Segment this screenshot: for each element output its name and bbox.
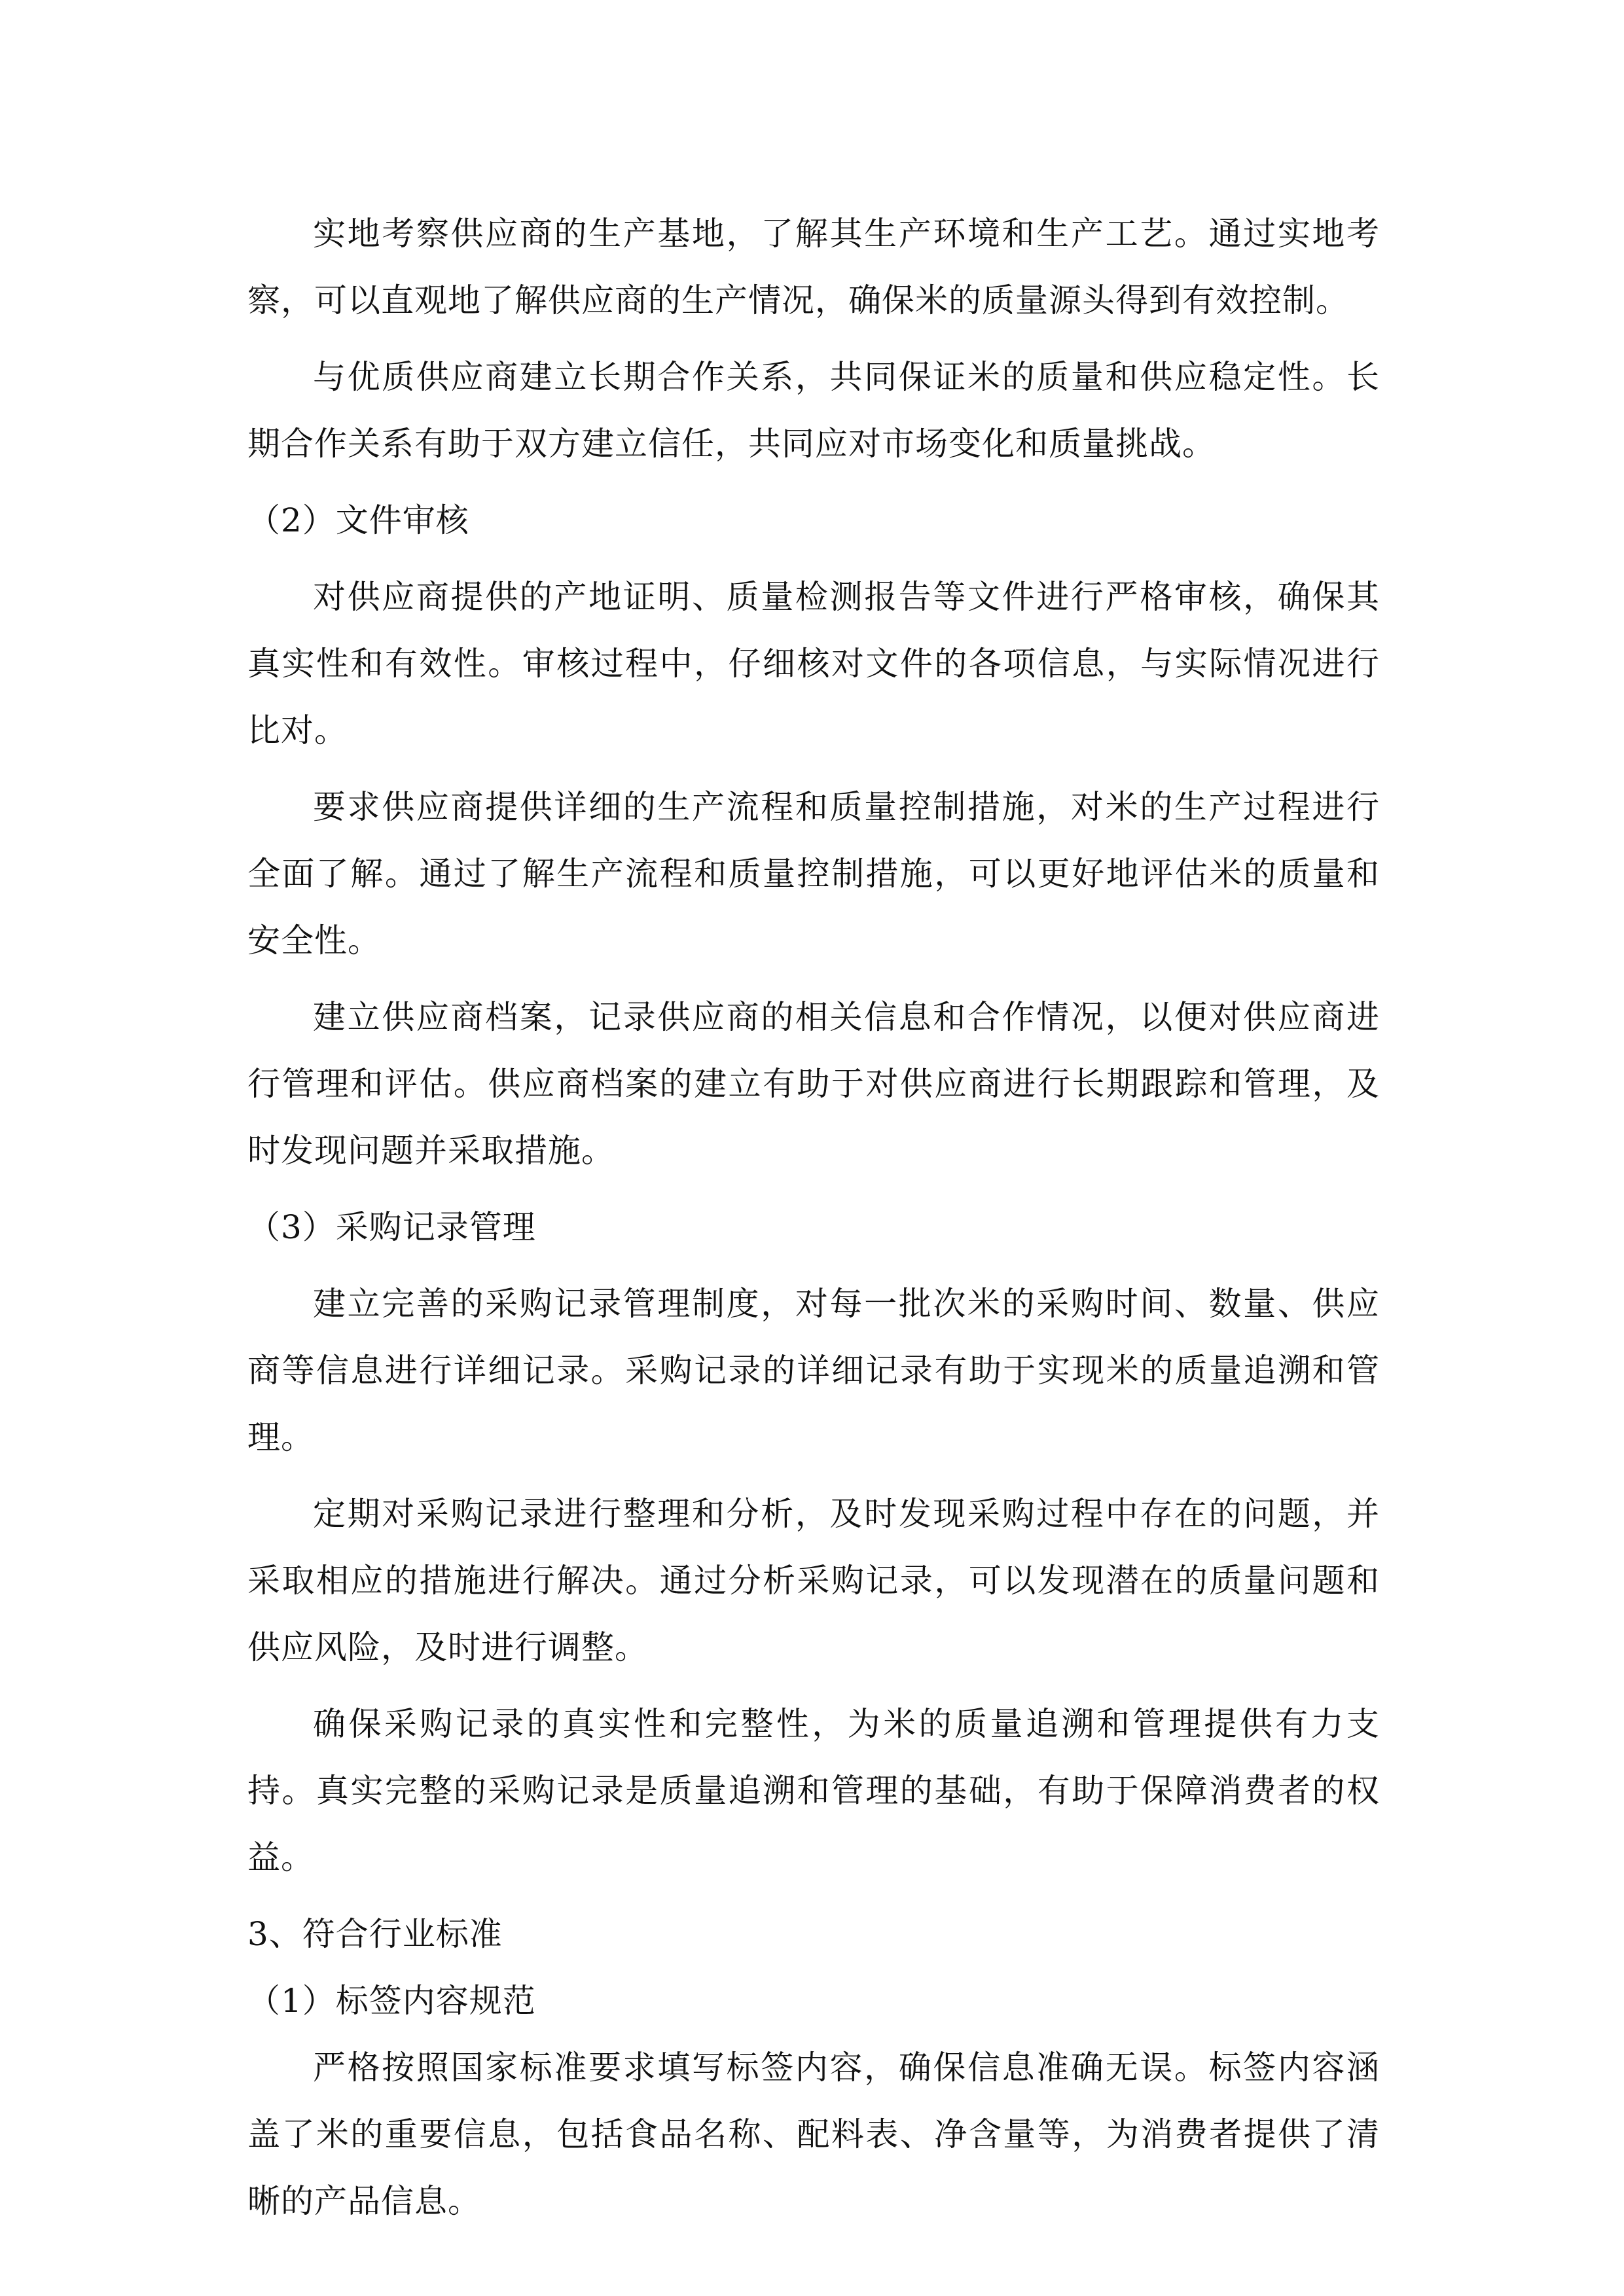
paragraph-document-audit: 对供应商提供的产地证明、质量检测报告等文件进行严格审核，确保其真实性和有效性。审核过程中，仔细核对文件的各项信息，与实际情况进行比对。 (247, 578, 1380, 749)
paragraph-record-analysis: 定期对采购记录进行整理和分析，及时发现采购过程中存在的问题，并采取相应的措施进行解决。通过分析采购记录，可以发现潜在的质量问题和供应风险，及时进行调整。 (247, 1495, 1380, 1666)
paragraph-label-standards: 严格按照国家标准要求填写标签内容，确保信息准确无误。标签内容涵盖了米的重要信息，包括食品名称、配料表、净含量等，为消费者提供了清晰的产品信息。 (247, 2049, 1380, 2220)
heading-document-review: （2）文件审核 (247, 501, 469, 539)
paragraph-production-process: 要求供应商提供详细的生产流程和质量控制措施，对米的生产过程进行全面了解。通过了解生产流程和质量控制措施，可以更好地评估米的质量和安全性。 (247, 788, 1380, 960)
document-body (247, 200, 1380, 2244)
heading-purchase-records: （3）采购记录管理 (247, 1208, 536, 1246)
paragraph-record-system: 建立完善的采购记录管理制度，对每一批次米的采购时间、数量、供应商等信息进行详细记录。采购记录的详细记录有助于实现米的质量追溯和管理。 (247, 1285, 1380, 1456)
heading-industry-standards: 3、符合行业标准 (247, 1915, 503, 1953)
heading-label-content: （1）标签内容规范 (247, 1982, 536, 2020)
paragraph-record-integrity: 确保采购记录的真实性和完整性，为米的质量追溯和管理提供有力支持。真实完整的采购记录是质量追溯和管理的基础，有助于保障消费者的权益。 (247, 1705, 1380, 1876)
paragraph-site-inspection: 实地考察供应商的生产基地，了解其生产环境和生产工艺。通过实地考察，可以直观地了解供应商的生产情况，确保米的质量源头得到有效控制。 (247, 215, 1380, 319)
paragraph-long-term-cooperation: 与优质供应商建立长期合作关系，共同保证米的质量和供应稳定性。长期合作关系有助于双方建立信任，共同应对市场变化和质量挑战。 (247, 358, 1380, 463)
paragraph-supplier-archive: 建立供应商档案，记录供应商的相关信息和合作情况，以便对供应商进行管理和评估。供应商档案的建立有助于对供应商进行长期跟踪和管理，及时发现问题并采取措施。 (247, 998, 1380, 1170)
